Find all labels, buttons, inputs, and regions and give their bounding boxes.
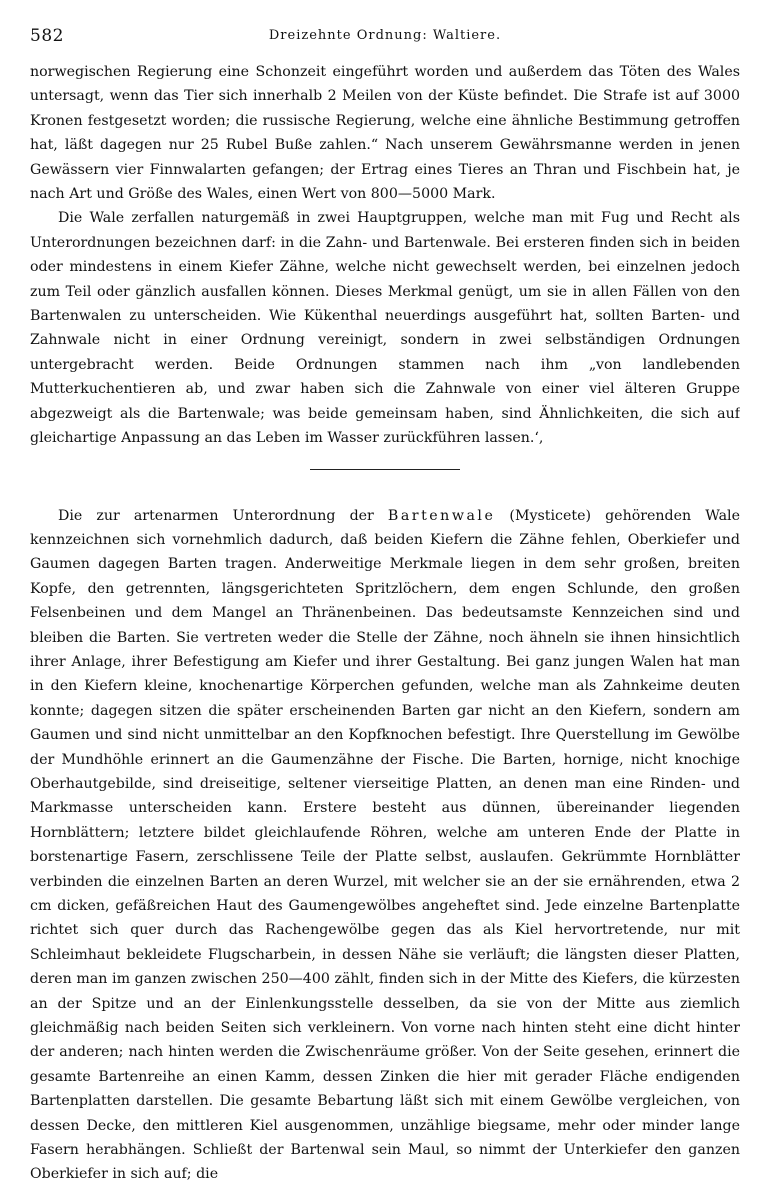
paragraph-baleen-whales — [30, 504, 740, 1185]
book-page — [30, 24, 740, 1184]
section-divider — [310, 469, 460, 470]
paragraph-continuation: norwegischen Regierung eine Schonzeit eingeführt worden und außerdem das Töten des Wales untersagt, wenn das Tier sich innerhalb 2 Meilen von der Küste befindet. Die Strafe ist auf 3000 Kronen festgesetzt worden; die russische Regierung, welche eine ähnliche Bestimmung getroffen hat, läßt dagegen nur 25 Rubel Buße zahlen.“ Nach unserem Gewährsmanne werden in jenen Gewässern vier Finnwalarten gefangen; der Ertrag eines Tieres an Thran und Fischbein hat, je nach Art und Größe des Wales, einen Wert von 800—5000 Mark. — [30, 64, 740, 203]
term-mysticete: (Mysticete) — [495, 507, 592, 524]
running-head — [30, 24, 740, 54]
running-title: Dreizehnte Ordnung: Waltiere. — [268, 28, 502, 43]
term-bartenwale: Bartenwale — [387, 507, 496, 524]
page-number: 582 — [30, 26, 64, 46]
paragraph-baleen-body: gehörenden Wale kennzeichnen sich vornehmlich dadurch, daß beiden Kiefern die Zähne fehlen, Oberkiefer und Gaumen dagegen Barten tragen. Anderweitige Merkmale liegen in dem sehr großen, breiten Kopfe, den getrennten, längsgerichteten Spritzlöchern, dem engen Schlunde, den großen Felsenbeinen und dem Mangel an Thränenbeinen. Das bedeutsamste Kennzeichen sind und bleiben die Barten. Sie vertreten weder die Stelle der Zähne, noch ähneln sie ihnen hinsichtlich ihrer Anlage, ihrer Befestigung am Kiefer und ihrer Gestaltung. Bei ganz jungen Walen hat man in den Kiefern kleine, knochenartige Körperchen gefunden, welche man als Zahnkeime deuten konnte; dagegen sitzen die später erscheinenden Barten gar nicht an den Kiefern, sondern am Gaumen und sind nicht unmittelbar an den Kopfknochen befestigt. Ihre Querstellung im Gewölbe der Mundhöhle erinnert an die Gaumenzähne der Fische. Die Barten, hornige, nicht knochige Oberhautgebilde, sind dreiseitige, seltener vierseitige Platten, an denen man eine Rinden- und Markmasse unterscheiden kann. Erstere besteht aus dünnen, übereinander liegenden Hornblättern; letztere bildet gleichlaufende Röhren, welche am unteren Ende der Platte in borstenartige Fasern, zerschlissene Teile der Platte selbst, auslaufen. Gekrümmte Hornblätter verbinden die einzelnen Barten an deren Wurzel, mit welcher sie an der sie ernährenden, etwa 2 cm dicken, gefäßreichen Haut des Gaumengewölbes angeheftet sind. Jede einzelne Bartenplatte richtet sich quer durch das Rachengewölbe gegen das als Kiel hervortretende, nur mit Schleimhaut bekleidete Flugscharbein, in dessen Nähe sie verläuft; die längsten dieser Platten, deren man im ganzen zwischen 250—400 zählt, finden sich in der Mitte des Kiefers, die kürzesten an der Spitze und an der Einlenkungsstelle desselben, da sie von der Mitte aus ziemlich gleichmäßig nach beiden Seiten sich verkleinern. Von vorne nach hinten steht eine dicht hinter der anderen; nach hinten werden die Zwischenräume größer. Von der Seite gesehen, erinnert die gesamte Bartenreihe an einen Kamm, dessen Zinken die hier mit gerader Fläche endigenden Bartenplatten darstellen. Die gesamte Bebartung läßt sich mit einem Gewölbe vergleichen, von dessen Decke, den mittleren Kiel ausgenommen, unzählige biegsame, mehr oder minder lange Fasern herabhängen. Schließt der Bartenwal sein Maul, so nimmt der Unterkiefer den ganzen Oberkiefer in sich auf; die — [30, 507, 740, 1183]
paragraph-baleen-intro: Die zur artenarmen Unterordnung der — [58, 507, 388, 524]
paragraph-whale-groups: Die Wale zerfallen naturgemäß in zwei Hauptgruppen, welche man mit Fug und Recht als Unterordnungen bezeichnen darf: in die Zahn- und Bartenwale. Bei ersteren finden sich in beiden oder mindestens in einem Kiefer Zähne, welche nicht gewechselt werden, bei einzelnen jedoch zum Teil oder gänzlich ausfallen können. Dieses Merkmal genügt, um sie in allen Fällen von den Bartenwalen zu unterscheiden. Wie Kükenthal neuerdings ausgeführt hat, sollten Barten- und Zahnwale nicht in einer Ordnung vereinigt, sondern in zwei selbständigen Ordnungen untergebracht werden. Beide Ordnungen stammen nach ihm „von landlebenden Mutterkuchentieren ab, und zwar haben sich die Zahnwale von einer viel älteren Gruppe abgezweigt als die Bartenwale; was beide gemeinsam haben, sind Ähnlichkeiten, die sich auf gleichartige Anpassung an das Leben im Wasser zurückführen lassen.‘, — [30, 210, 740, 447]
